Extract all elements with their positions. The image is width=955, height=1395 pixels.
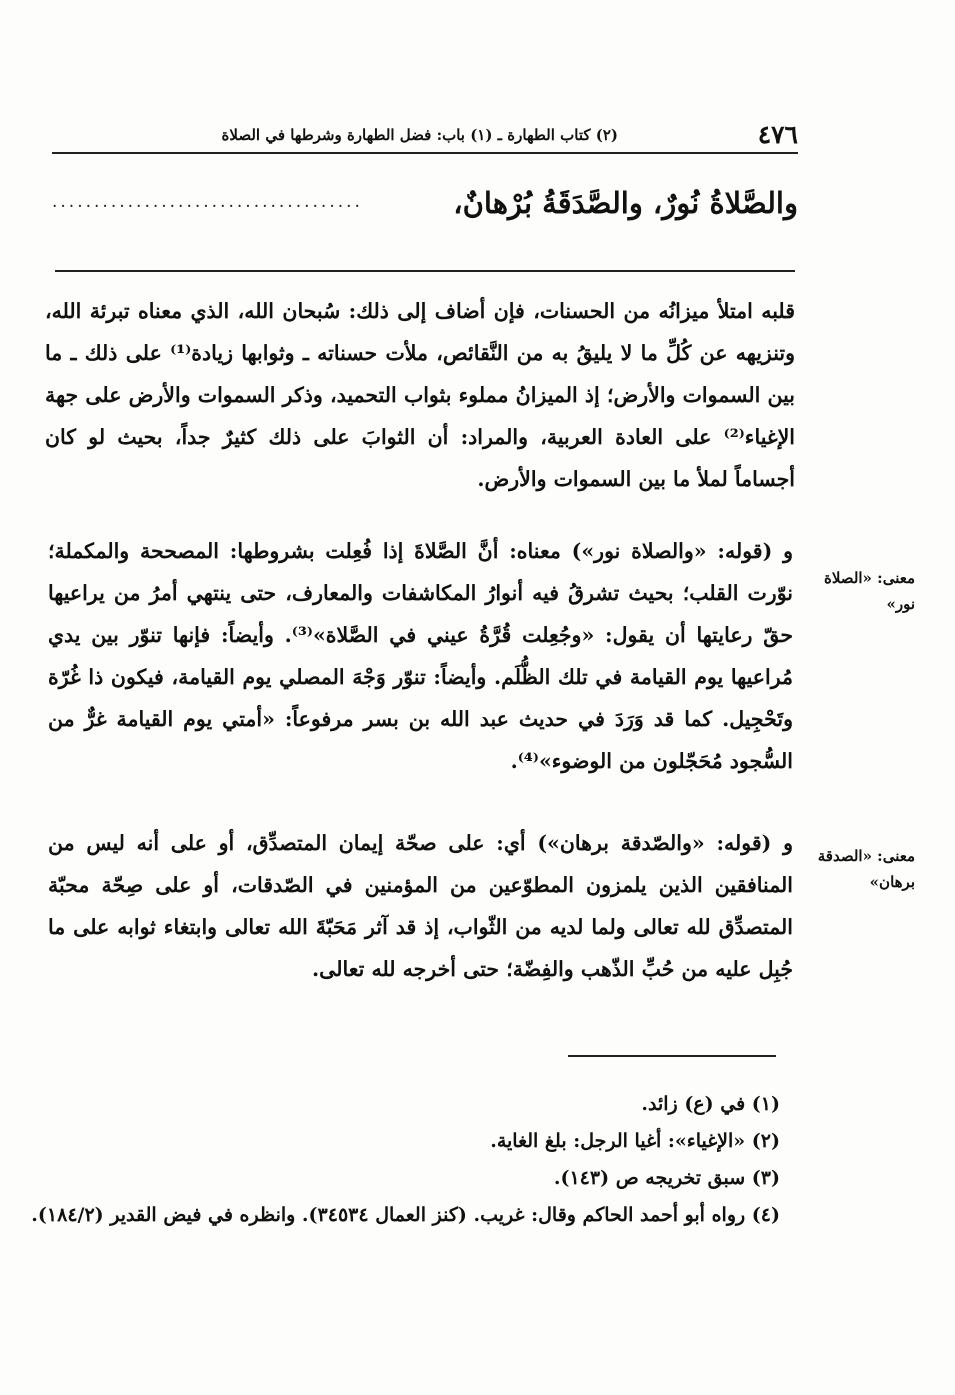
footnote-divider (568, 1055, 776, 1057)
page-header (52, 118, 798, 154)
hadith-text: والصَّلاةُ نُورٌ، والصَّدَقَةُ بُرْهانٌ، (453, 186, 798, 220)
footnote-1: (١) في (ع) زائد. (641, 1093, 780, 1115)
page-number: ٤٧٦ (757, 120, 798, 149)
hadith-dots: ..................................... (52, 192, 363, 212)
sidenote-prayer-light: معنى: «الصلاة نور» (824, 569, 915, 613)
paragraph-text: و (قوله: «والصّدقة برهان») أي: على صحّة إيمان المتصدِّق، أو على أنه ليس من المنافقين الذين يلمزون المطوّعين من المؤمنين في الصّدقات، أو على صِحّة محبّة المتصدِّق لله تعالى ولما لديه من الثّواب، إذ قد آثر مَحَبّةَ الله تعالى وابتغاء ثوابه على ما جُبِل عليه من حُبِّ الذّهب والفِضّة؛ حتى أخرجه لله تعالى. (48, 831, 793, 981)
footnote-4: (٤) رواه أبو أحمد الحاكم وقال: غريب. (كنز العمال ٣٤٥٣٤). وانظره في فيض القدير (١٨٤/٢). (31, 1204, 780, 1226)
hadith-divider (55, 270, 795, 272)
footnotes (25, 1086, 780, 1234)
hadith-line (52, 186, 798, 236)
footnote-3: (٣) سبق تخريجه ص (١٤٣). (553, 1167, 780, 1189)
paragraph-text: و (قوله: «والصلاة نور») معناه: أنَّ الصَّلاةَ إذا فُعِلت بشروطها: المصححة والمكملة؛ نوّرت القلب؛ بحيث تشرقُ فيه أنوارُ المكاشفات والمعارف، حتى ينتهي أمرُ من يراعيها حقّ رعايتها أن يقول: «وجُعِلت قُرَّةُ عيني في الصَّلاة»⁽³⁾. وأيضاً: فإنها تنوّر بين يدي مُراعيها يوم القيامة في تلك الظُّلَم. وأيضاً: تنوّر وَجْهَ المصلي يوم القيامة، فيكون ذا غُرّة وتَحْجِيل. كما قد وَرَدَ في حديث عبد الله بن بسر مرفوعاً: «أمتي يوم القيامة غرٌّ من السُّجود مُحَجّلون من الوضوء»⁽⁴⁾. (48, 539, 794, 773)
sidenote-charity-proof: معنى: «الصدقة برهان» (817, 847, 915, 891)
commentary-paragraph-3 (48, 822, 793, 990)
commentary-paragraph-2 (48, 530, 793, 782)
footnote-2: (٢) «الإغياء»: أغيا الرجل: بلغ الغاية. (490, 1130, 780, 1152)
running-title: (٢) كتاب الطهارة ـ (١) باب: فضل الطهارة وشرطها في الصلاة (221, 126, 618, 144)
commentary-paragraph-1 (45, 290, 795, 500)
paragraph-text: قلبه امتلأ ميزانُه من الحسنات، فإن أضاف إلى ذلك: سُبحان الله، الذي معناه تبرئة الله، وتنزيهه عن كُلِّ ما لا يليقُ به من النَّقائص، ملأت حسناته ـ وثوابها زيادة⁽¹⁾ على ذلك ـ ما بين السموات والأرض؛ إذ الميزانُ مملوء بثواب التحميد، وذكر السموات والأرض على جهة الإغياء⁽²⁾ على العادة العربية، والمراد: أن الثوابَ على ذلك كثيرٌ جداً، بحيث لو كان أجساماً لملأ ما بين السموات والأرض. (45, 299, 795, 491)
